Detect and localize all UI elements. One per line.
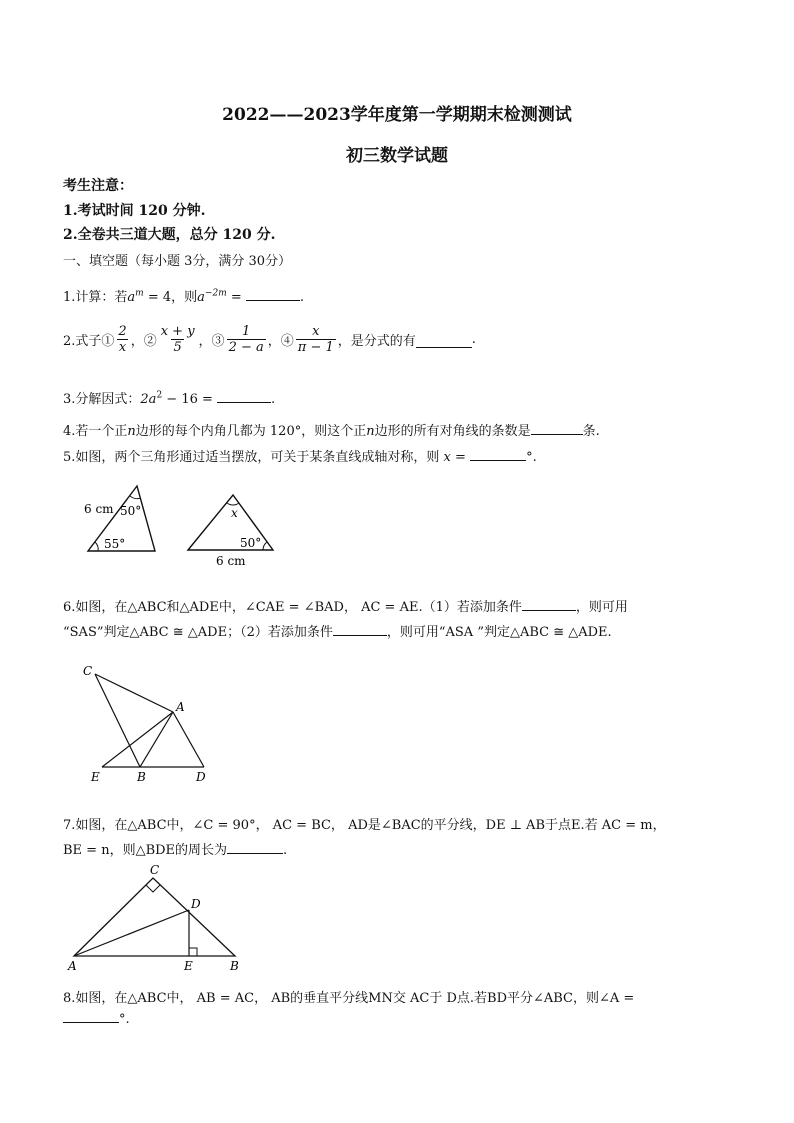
notice-item-1: 1.考试时间 120 分钟. bbox=[63, 203, 206, 219]
t2-angle-right: 50° bbox=[240, 536, 262, 550]
frac-numerator: x bbox=[312, 324, 320, 339]
point-C-label: C bbox=[83, 664, 93, 678]
angle-arc-bottom bbox=[95, 542, 98, 551]
point-A-label: A bbox=[68, 959, 77, 973]
section-heading: 一、填空题（每小题 3分，满分 30分） bbox=[63, 254, 292, 269]
q1-end: . bbox=[299, 290, 305, 305]
fraction-4 bbox=[296, 324, 336, 355]
segment-CB bbox=[95, 674, 140, 767]
question-8-line-1: 8.如图，在△ABC中， AB = AC， AB的垂直平分线MN交 AC于 D点.若BD平分∠ABC，则∠A = bbox=[63, 991, 635, 1006]
q2-suffix: ，是分式的有 bbox=[337, 334, 416, 349]
q3-exp: 2 bbox=[156, 390, 163, 401]
frac-numerator: 1 bbox=[242, 324, 251, 339]
right-angle-mark-C bbox=[146, 885, 160, 892]
q7-text-a: BE = n，则△BDE的周长为 bbox=[63, 843, 228, 858]
point-D-label: D bbox=[191, 897, 201, 911]
answer-blank[interactable] bbox=[470, 459, 526, 461]
t1-angle-bottom: 55° bbox=[104, 537, 126, 551]
q1-exp1: m bbox=[135, 288, 144, 299]
t2-angle-x: x bbox=[231, 506, 238, 520]
t2-side-label: 6 cm bbox=[216, 554, 246, 568]
q4-text-b: 边形的每个内角几都为 120°，则这个正 bbox=[135, 424, 367, 439]
segment-BA bbox=[140, 712, 173, 767]
q3-end: . bbox=[271, 392, 276, 407]
point-D-label: D bbox=[196, 770, 206, 784]
q2-prefix: 2.式子① bbox=[63, 334, 115, 349]
question-5 bbox=[63, 446, 537, 465]
point-E-label: E bbox=[91, 770, 100, 784]
q2-end: . bbox=[471, 332, 476, 347]
question-4 bbox=[63, 420, 600, 439]
answer-blank[interactable] bbox=[63, 1021, 119, 1023]
frac-denominator: 5 bbox=[173, 340, 182, 355]
angle-arc-right bbox=[263, 542, 267, 550]
answer-blank[interactable] bbox=[217, 401, 271, 403]
q3-expr: 2a bbox=[140, 392, 157, 407]
q3-prefix: 3.分解因式： bbox=[63, 392, 141, 407]
question-1 bbox=[63, 286, 304, 305]
answer-blank[interactable] bbox=[333, 634, 387, 636]
q2-sep-2: ，② bbox=[130, 334, 157, 349]
q1-base: a bbox=[127, 290, 136, 305]
point-B-label: B bbox=[230, 959, 239, 973]
answer-blank[interactable] bbox=[416, 346, 472, 348]
fraction-1 bbox=[116, 324, 128, 355]
answer-blank[interactable] bbox=[531, 433, 583, 435]
t1-angle-top: 50° bbox=[120, 504, 142, 518]
figure-q6 bbox=[80, 660, 220, 785]
answer-blank[interactable] bbox=[246, 299, 300, 301]
point-A-label: A bbox=[176, 700, 185, 714]
figure-q7 bbox=[60, 858, 260, 976]
q2-sep-3: ，③ bbox=[198, 334, 225, 349]
right-angle-mark-E bbox=[189, 948, 197, 956]
point-E-label: E bbox=[184, 959, 193, 973]
q5-end: °. bbox=[526, 450, 537, 465]
question-8-line-2 bbox=[63, 1012, 130, 1027]
q4-end: 条. bbox=[582, 424, 600, 439]
segment-AD bbox=[74, 910, 189, 956]
q4-text-a: 4.若一个正 bbox=[63, 424, 128, 439]
question-2 bbox=[63, 324, 476, 355]
exam-subtitle: 初三数学试题 bbox=[346, 146, 448, 166]
segment-CA bbox=[95, 674, 173, 712]
question-3 bbox=[63, 388, 275, 407]
question-7-line-2 bbox=[63, 839, 287, 858]
frac-numerator: x + y bbox=[160, 324, 195, 339]
q7-end: . bbox=[283, 843, 288, 858]
q1-exp2: −2m bbox=[204, 288, 227, 299]
q4-n: n bbox=[127, 424, 136, 439]
fraction-3 bbox=[227, 324, 266, 355]
q6-text-a: 6.如图，在△ABC和△ADE中，∠CAE = ∠BAD， AC = AE.（1）若添加条件 bbox=[63, 600, 522, 615]
triangle-ABC bbox=[74, 878, 235, 956]
q5-eq: = bbox=[450, 450, 471, 465]
q4-text-c: 边形的所有对角线的条数是 bbox=[374, 424, 531, 439]
angle-arc-x bbox=[227, 503, 239, 505]
segment-EA bbox=[102, 712, 173, 767]
point-C-label: C bbox=[150, 863, 160, 877]
frac-denominator: π − 1 bbox=[297, 340, 334, 355]
frac-denominator: x bbox=[118, 340, 127, 355]
q6-text-c: “SAS”判定△ABC ≅ △ADE；（2）若添加条件 bbox=[63, 625, 333, 640]
q1-eq: = bbox=[226, 290, 246, 305]
frac-numerator: 2 bbox=[118, 324, 127, 339]
question-6-line-1 bbox=[63, 596, 628, 615]
q1-mid: = 4，则 bbox=[143, 290, 198, 305]
figure-q5-triangles bbox=[70, 478, 290, 570]
fraction-2 bbox=[159, 324, 197, 355]
question-6-line-2 bbox=[63, 621, 612, 640]
exam-title: 2022——2023学年度第一学期期末检测测试 bbox=[222, 105, 572, 125]
q5-text: 5.如图，两个三角形通过适当摆放，可关于某条直线成轴对称，则 bbox=[63, 450, 444, 465]
notice-item-2: 2.全卷共三道大题，总分 120 分. bbox=[63, 227, 276, 243]
q1-prefix: 1.计算：若 bbox=[63, 290, 128, 305]
q2-sep-4: ，④ bbox=[267, 334, 294, 349]
q6-text-d: ，则可用“ASA ”判定△ABC ≅ △ADE. bbox=[386, 625, 612, 640]
answer-blank[interactable] bbox=[522, 609, 576, 611]
q1-base-2: a bbox=[197, 290, 205, 305]
question-7-line-1: 7.如图，在△ABC中，∠C = 90°， AC = BC， AD是∠BAC的平分线，DE ⊥ AB于点E.若 AC = m， bbox=[63, 818, 666, 833]
notice-heading: 考生注意： bbox=[63, 178, 133, 194]
q6-text-b: ，则可用 bbox=[575, 600, 628, 615]
q5-var: x bbox=[443, 450, 451, 465]
point-B-label: B bbox=[137, 770, 146, 784]
segment-AD bbox=[173, 712, 204, 767]
t1-side-label: 6 cm bbox=[84, 502, 114, 516]
answer-blank[interactable] bbox=[227, 852, 283, 854]
q3-rest: − 16 = bbox=[162, 392, 218, 407]
q8-end: °. bbox=[119, 1012, 130, 1027]
q4-n-2: n bbox=[366, 424, 375, 439]
frac-denominator: 2 − a bbox=[228, 340, 264, 355]
